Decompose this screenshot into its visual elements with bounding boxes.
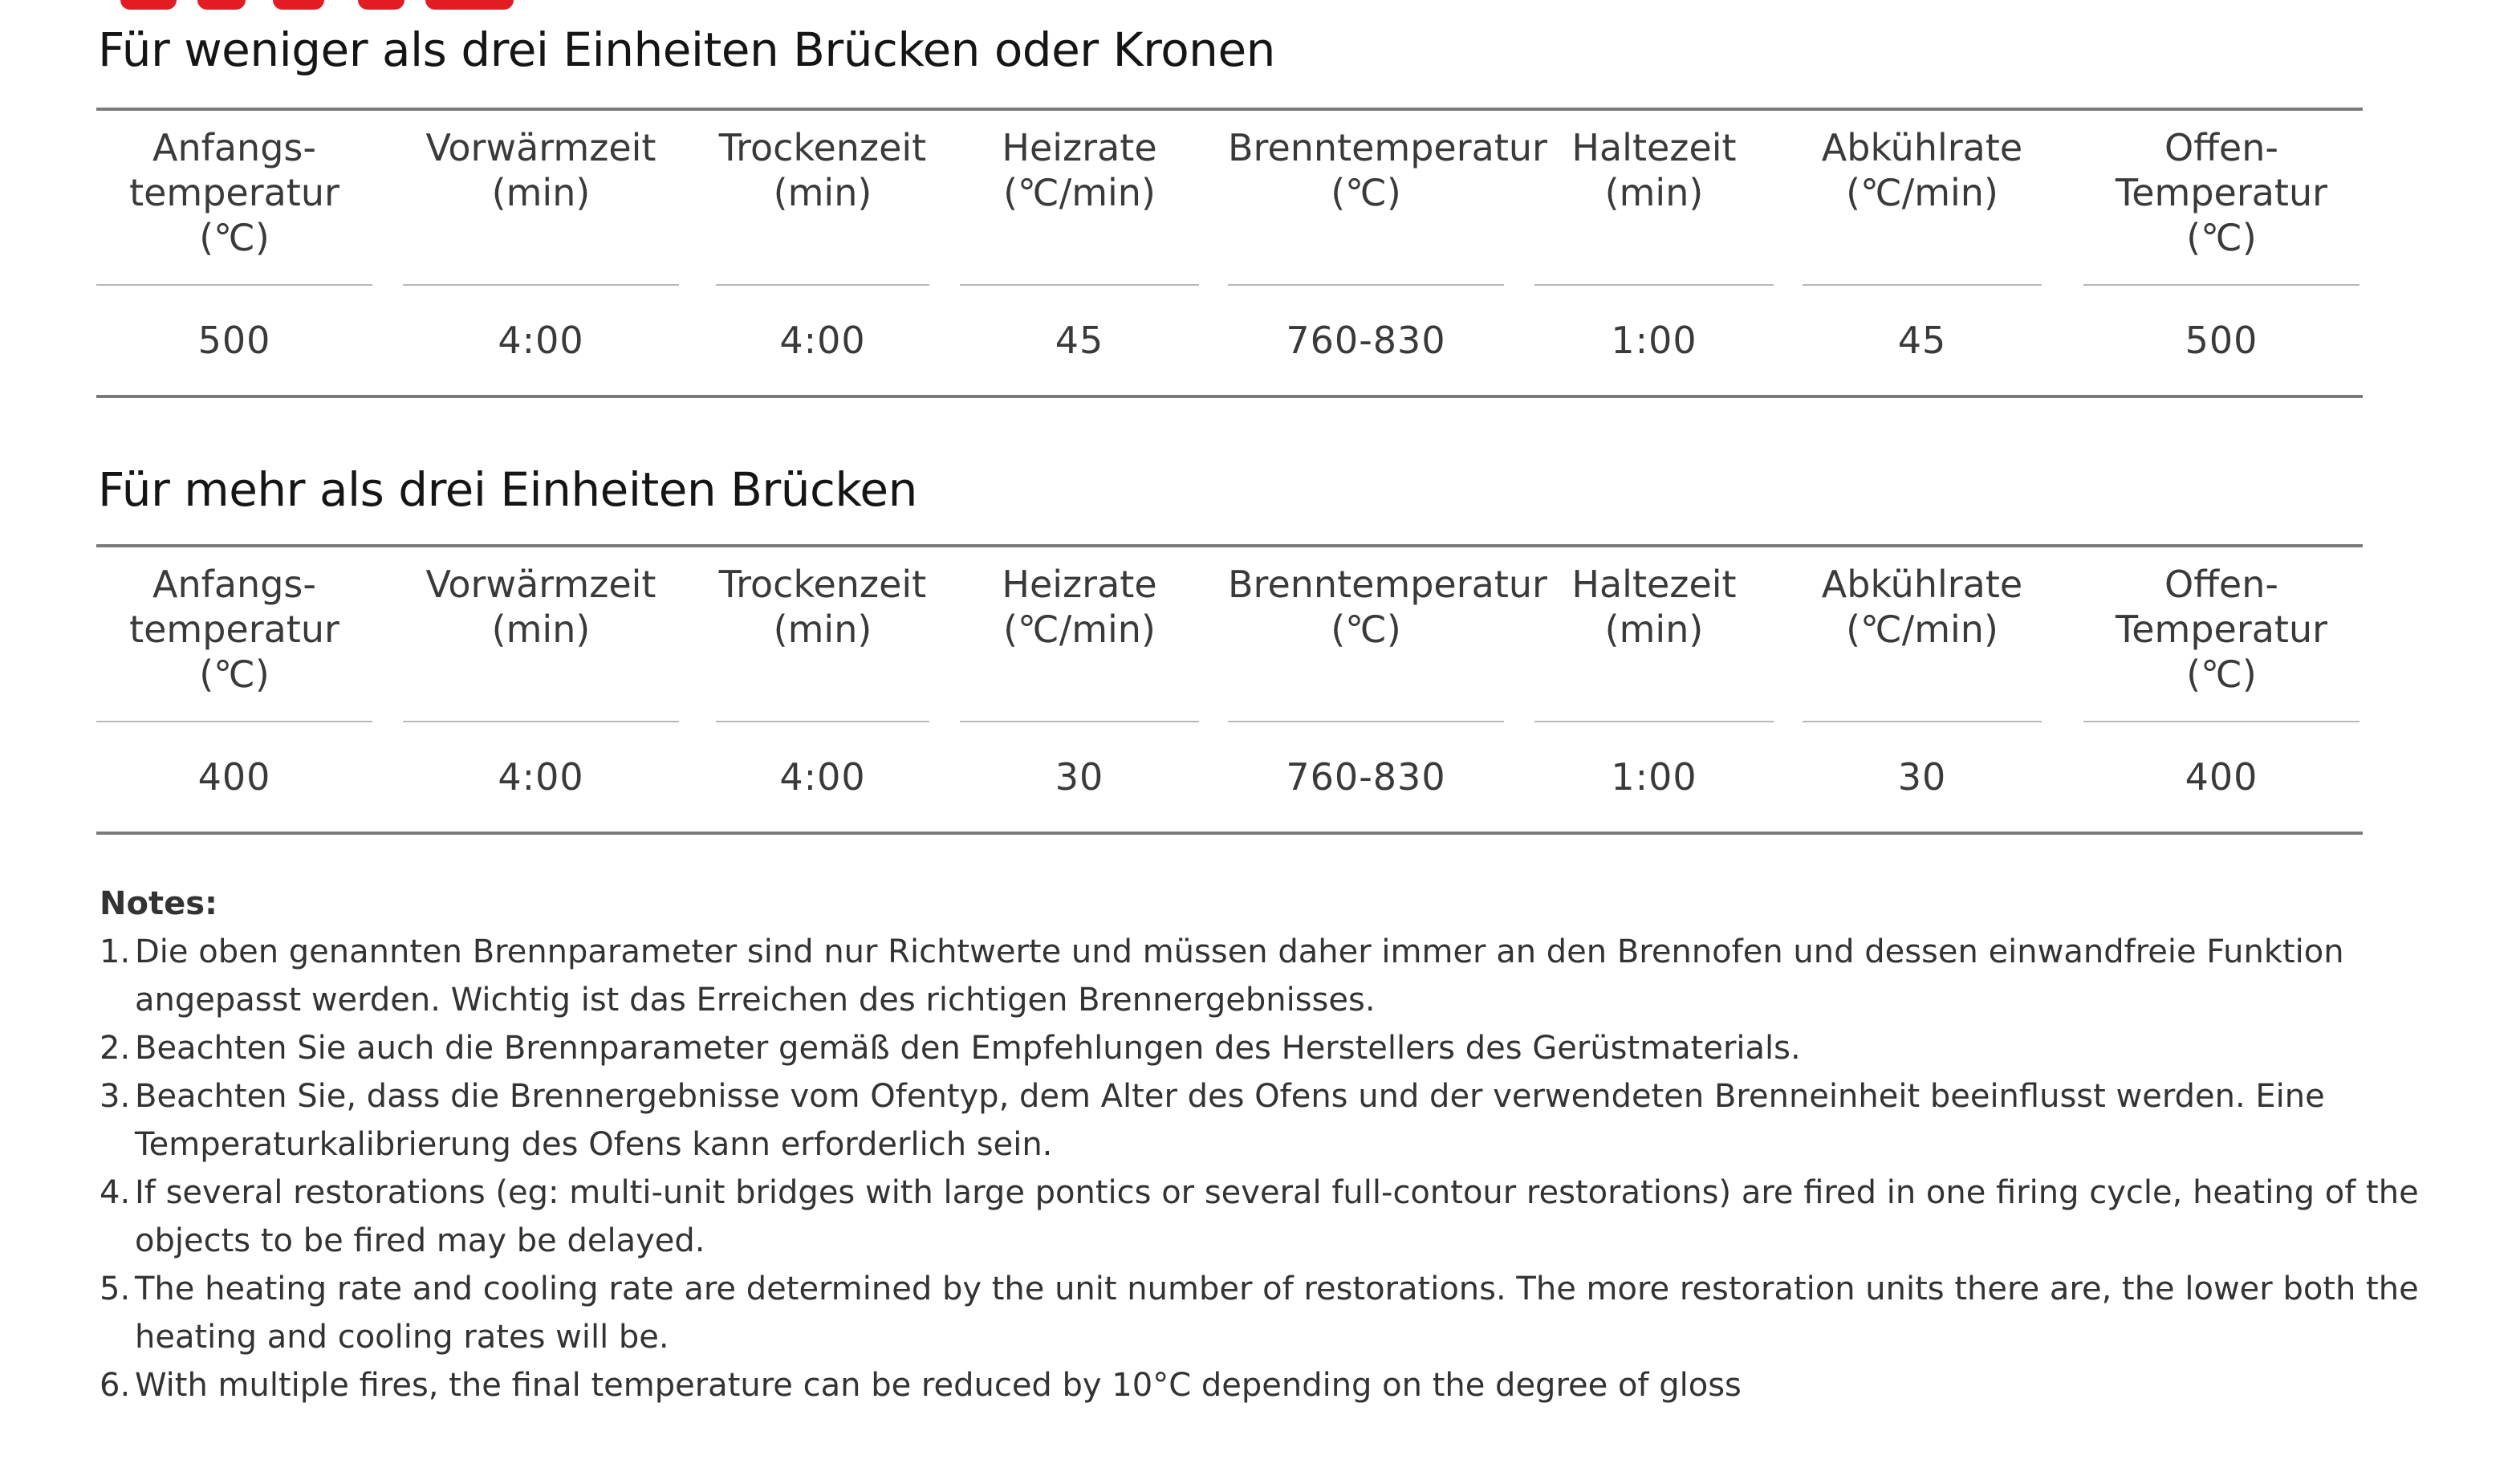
- table-cell: 4:00: [498, 319, 584, 362]
- cropped-heading-fragment: [120, 0, 570, 10]
- table-cell: 4:00: [779, 319, 866, 362]
- column-drying-time: [716, 544, 929, 835]
- column-start-temperature: [96, 544, 372, 835]
- column-header: Trockenzeit (min): [718, 563, 927, 651]
- note-text: Beachten Sie auch die Brennparameter gemäß den Empfehlungen des Herstellers des Gerüstmaterials.: [135, 1030, 1801, 1067]
- table-cell: 400: [2185, 755, 2258, 799]
- column-preheat-time: [403, 108, 679, 398]
- column-firing-temperature: [1228, 108, 1547, 398]
- table-cell: 30: [1055, 755, 1104, 799]
- note-item: [100, 1265, 2427, 1361]
- table-cell: 45: [1055, 319, 1104, 362]
- table-bottom-rule: [96, 395, 2363, 398]
- column-header: Heizrate (℃/min): [1002, 126, 1157, 214]
- column-cooling-rate: [1803, 108, 2042, 398]
- note-item: [100, 1024, 2427, 1072]
- note-item: [100, 1169, 2427, 1265]
- column-divider: [716, 721, 929, 722]
- column-divider: [960, 284, 1199, 286]
- note-item: [100, 1361, 2427, 1409]
- note-item: [100, 928, 2427, 1024]
- column-header: Vorwärmzeit (min): [425, 563, 656, 651]
- column-divider: [960, 721, 1199, 722]
- column-divider: [1534, 721, 1774, 722]
- notes-heading: Notes:: [100, 885, 218, 922]
- column-header: Heizrate (℃/min): [1002, 563, 1157, 651]
- note-number: 2.: [100, 1030, 131, 1067]
- column-divider: [403, 284, 679, 286]
- column-header: Vorwärmzeit (min): [425, 126, 656, 214]
- note-text: The heating rate and cooling rate are determined by the unit number of restorations. The more restoration units there are, the lower both the heating and cooling rates will be.: [135, 1271, 2419, 1356]
- column-firing-temperature: [1228, 544, 1547, 835]
- column-divider: [1228, 721, 1504, 722]
- column-holding-time: [1534, 108, 1774, 398]
- note-item: [100, 1072, 2427, 1169]
- column-drying-time: [716, 108, 929, 398]
- section-title-few-units: Für weniger als drei Einheiten Brücken oder Kronen: [98, 22, 1275, 77]
- column-header: Abkühlrate (℃/min): [1821, 126, 2023, 214]
- column-header: Haltezeit (min): [1571, 563, 1737, 651]
- column-header: Brenntemperatur (℃): [1228, 126, 1547, 214]
- column-divider: [2083, 284, 2359, 286]
- column-header: Brenntemperatur (℃): [1228, 563, 1547, 651]
- section-title-many-units: Für mehr als drei Einheiten Brücken: [98, 462, 917, 517]
- column-heating-rate: [960, 544, 1199, 835]
- column-divider: [1534, 284, 1774, 286]
- table-cell: 760-830: [1286, 755, 1446, 799]
- note-text: Die oben genannten Brennparameter sind nur Richtwerte und müssen daher immer an den Brennofen und dessen einwandfreie Funktion angepasst werden. Wichtig ist das Erreichen des richtigen Brennergebnisses.: [135, 933, 2344, 1019]
- table-cell: 1:00: [1611, 319, 1697, 362]
- column-divider: [1803, 284, 2042, 286]
- table-cell: 500: [197, 319, 271, 362]
- table-cell: 45: [1897, 319, 1947, 362]
- column-divider: [1803, 721, 2042, 722]
- table-cell: 30: [1897, 755, 1947, 799]
- column-divider: [96, 284, 372, 286]
- column-cooling-rate: [1803, 544, 2042, 835]
- column-open-temperature: [2083, 108, 2359, 398]
- column-header: Offen- Temperatur (℃): [2115, 126, 2328, 259]
- table-cell: 400: [197, 755, 271, 799]
- notes-section: [100, 880, 2427, 1409]
- table-cell: 1:00: [1611, 755, 1697, 799]
- column-open-temperature: [2083, 544, 2359, 835]
- column-header: Trockenzeit (min): [718, 126, 927, 214]
- column-header: Anfangs- temperatur (℃): [129, 563, 339, 696]
- note-number: 5.: [100, 1271, 131, 1307]
- column-header: Anfangs- temperatur (℃): [129, 126, 339, 259]
- note-number: 1.: [100, 933, 131, 970]
- notes-list: [100, 928, 2427, 1409]
- column-divider: [96, 721, 372, 722]
- column-preheat-time: [403, 544, 679, 835]
- note-text: With multiple fires, the final temperature can be reduced by 10°C depending on the degree of gloss: [135, 1367, 1742, 1404]
- table-bottom-rule: [96, 832, 2363, 835]
- table-cell: 4:00: [498, 755, 584, 799]
- column-start-temperature: [96, 108, 372, 398]
- column-header: Abkühlrate (℃/min): [1821, 563, 2023, 651]
- column-holding-time: [1534, 544, 1774, 835]
- table-cell: 4:00: [779, 755, 866, 799]
- table-cell: 500: [2185, 319, 2258, 362]
- note-number: 3.: [100, 1078, 131, 1115]
- column-divider: [403, 721, 679, 722]
- note-number: 4.: [100, 1174, 131, 1211]
- note-text: If several restorations (eg: multi-unit bridges with large pontics or several full-contour restorations) are fired in one firing cycle, heating of the objects to be fired may be delayed.: [135, 1174, 2419, 1259]
- column-divider: [1228, 284, 1504, 286]
- column-header: Offen- Temperatur (℃): [2115, 563, 2328, 696]
- column-divider: [716, 284, 929, 286]
- note-text: Beachten Sie, dass die Brennergebnisse vom Ofentyp, dem Alter des Ofens und der verwendeten Brenneinheit beeinflusst werden. Eine Temperaturkalibrierung des Ofens kann erforderlich sein.: [135, 1078, 2325, 1163]
- note-number: 6.: [100, 1367, 131, 1404]
- column-header: Haltezeit (min): [1571, 126, 1737, 214]
- table-cell: 760-830: [1286, 319, 1446, 362]
- column-heating-rate: [960, 108, 1199, 398]
- column-divider: [2083, 721, 2359, 722]
